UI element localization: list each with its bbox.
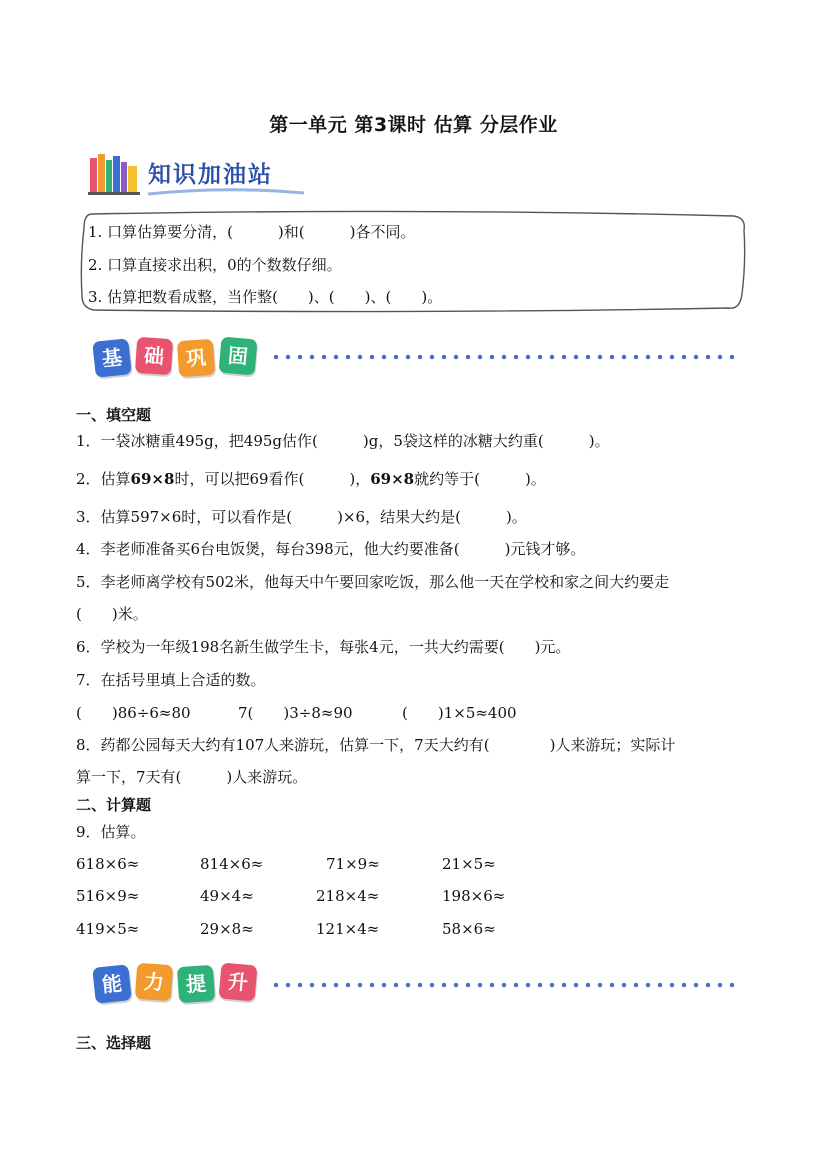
basic-tile-2: 础 bbox=[135, 337, 173, 375]
basic-tile-3: 巩 bbox=[177, 339, 215, 377]
section-fill-title: 一、填空题 bbox=[76, 406, 152, 424]
knowledge-banner-text: 知识加油站 bbox=[148, 162, 273, 188]
section-calc-title: 二、计算题 bbox=[76, 796, 152, 814]
q2-expression-b: 69×8 bbox=[370, 470, 415, 488]
calc-1-3: 71×9≈ bbox=[326, 855, 380, 873]
advanced-banner bbox=[90, 962, 750, 1012]
q2-part-e: 就约等于( )。 bbox=[414, 470, 546, 488]
question-2 bbox=[76, 469, 546, 489]
basic-banner bbox=[90, 336, 750, 386]
calc-2-2: 49×4≈ bbox=[200, 887, 254, 905]
question-7-item-b: 7( )3÷8≈90 bbox=[238, 704, 353, 722]
question-7: 7．在括号里填上合适的数。 bbox=[76, 671, 266, 689]
calc-3-1: 419×5≈ bbox=[76, 920, 140, 938]
advanced-tile-2: 力 bbox=[135, 963, 173, 1001]
question-5-line-1: 5．李老师离学校有502米，他每天中午要回家吃饭，那么他一天在学校和家之间大约要走 bbox=[76, 573, 670, 591]
books-icon bbox=[88, 150, 140, 196]
question-7-item-a: ( )86÷6≈80 bbox=[76, 704, 191, 722]
question-8-line-2: 算一下，7天有( )人来游玩。 bbox=[76, 768, 308, 786]
calc-1-2: 814×6≈ bbox=[200, 855, 264, 873]
calc-3-2: 29×8≈ bbox=[200, 920, 254, 938]
advanced-tile-1: 能 bbox=[92, 964, 132, 1004]
knowledge-item-1: 1. 口算估算要分清，( )和( )各不同。 bbox=[88, 223, 416, 241]
basic-tile-1: 基 bbox=[92, 338, 132, 378]
calc-3-4: 58×6≈ bbox=[442, 920, 496, 938]
advanced-tile-4: 升 bbox=[218, 962, 257, 1001]
question-7-item-c: ( )1×5≈400 bbox=[402, 704, 517, 722]
page-title: 第一单元 第3课时 估算 分层作业 bbox=[269, 114, 558, 136]
question-6: 6．学校为一年级198名新生做学生卡，每张4元，一共大约需要( )元。 bbox=[76, 638, 571, 656]
knowledge-item-3: 3. 估算把数看成整，当作整( )、( )、( )。 bbox=[88, 288, 443, 306]
calc-1-4: 21×5≈ bbox=[442, 855, 496, 873]
calc-3-3: 121×4≈ bbox=[316, 920, 380, 938]
section-choice-title: 三、选择题 bbox=[76, 1034, 152, 1052]
calc-2-3: 218×4≈ bbox=[316, 887, 380, 905]
q2-part-c: 时，可以把69看作( )， bbox=[174, 470, 371, 488]
q2-part-a: 2．估算 bbox=[76, 470, 131, 488]
question-5-line-2: ( )米。 bbox=[76, 605, 148, 623]
advanced-banner-dots bbox=[270, 982, 740, 988]
question-4: 4．李老师准备买6台电饭煲，每台398元，他大约要准备( )元钱才够。 bbox=[76, 540, 586, 558]
knowledge-item-2: 2. 口算直接求出积，0的个数数仔细。 bbox=[88, 256, 342, 274]
question-3: 3．估算597×6时，可以看作是( )×6，结果大约是( )。 bbox=[76, 508, 527, 526]
advanced-tile-3: 提 bbox=[177, 965, 215, 1003]
calc-1-1: 618×6≈ bbox=[76, 855, 140, 873]
calc-2-4: 198×6≈ bbox=[442, 887, 506, 905]
basic-tile-4: 固 bbox=[218, 336, 257, 375]
calc-2-1: 516×9≈ bbox=[76, 887, 140, 905]
question-8-line-1: 8．药都公园每天大约有107人来游玩，估算一下，7天大约有( )人来游玩；实际计 bbox=[76, 736, 676, 754]
basic-banner-dots bbox=[270, 354, 740, 360]
question-9: 9．估算。 bbox=[76, 823, 146, 841]
q2-expression-a: 69×8 bbox=[130, 470, 175, 488]
question-1: 1．一袋冰糖重495g，把495g估作( )g，5袋这样的冰糖大约重( )。 bbox=[76, 432, 610, 450]
knowledge-banner bbox=[88, 150, 318, 198]
